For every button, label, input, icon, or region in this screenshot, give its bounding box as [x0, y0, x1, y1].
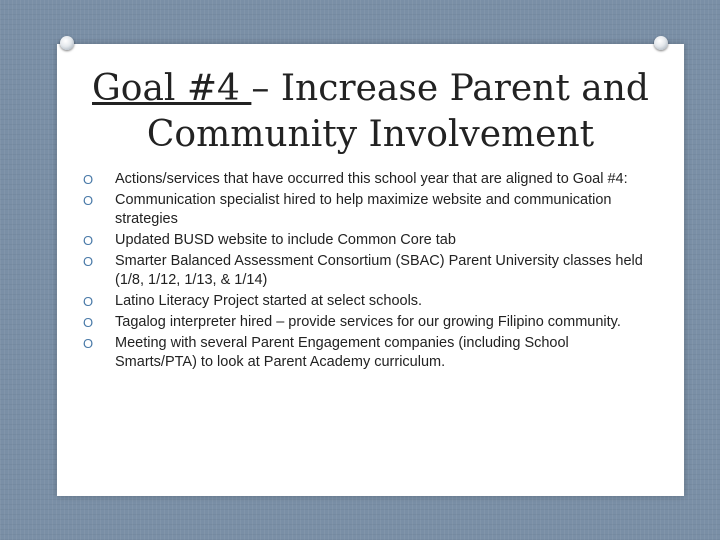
bullet-item — [83, 313, 643, 332]
bullet-list — [83, 170, 643, 374]
bullet-item — [83, 334, 643, 372]
bullet-marker-icon: O — [83, 172, 94, 187]
bullet-marker-icon: O — [83, 254, 94, 269]
title-goal-label: Goal #4 — [92, 68, 252, 109]
bullet-text: Smarter Balanced Assessment Consortium (SBAC) Parent University classes held (1/8, 1/12, 1/13, & 1/14) — [115, 253, 643, 288]
bullet-text: Tagalog interpreter hired – provide services for our growing Filipino community. — [115, 314, 621, 330]
pin-icon — [654, 36, 668, 50]
bullet-marker-icon: O — [83, 315, 94, 330]
bullet-item — [83, 292, 643, 311]
bullet-text: Updated BUSD website to include Common Core tab — [115, 232, 456, 248]
title-text: – Increase Parent and Community Involvement — [146, 68, 649, 155]
bullet-marker-icon: O — [83, 233, 94, 248]
bullet-item — [83, 252, 643, 290]
bullet-text: Communication specialist hired to help maximize website and communication strategies — [115, 192, 612, 227]
bullet-marker-icon: O — [83, 294, 94, 309]
bullet-item — [83, 170, 643, 189]
bullet-item — [83, 231, 643, 250]
slide-title — [57, 66, 684, 158]
bullet-text: Actions/services that have occurred this school year that are aligned to Goal #4: — [115, 171, 628, 187]
bullet-text: Latino Literacy Project started at select schools. — [115, 293, 423, 309]
bullet-marker-icon: O — [83, 336, 94, 351]
bullet-item — [83, 191, 643, 229]
bullet-text: Meeting with several Parent Engagement companies (including School Smarts/PTA) to look at Parent Academy curriculum. — [115, 335, 569, 370]
pin-icon — [60, 36, 74, 50]
bullet-marker-icon: O — [83, 193, 94, 208]
